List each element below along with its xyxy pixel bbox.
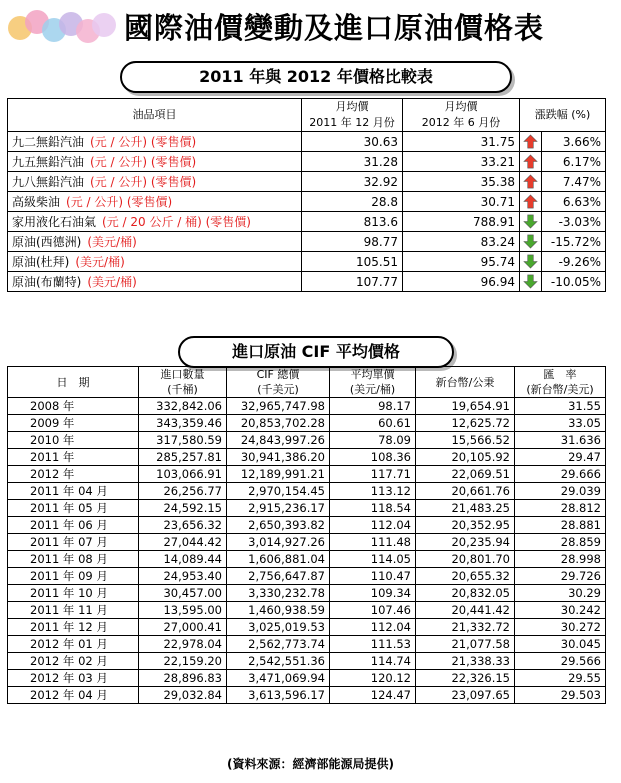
cif-cell: 24,843,997.26 <box>227 432 330 449</box>
cif-cell: 2,915,236.17 <box>227 500 330 517</box>
jun-2012-price: 33.21 <box>403 152 520 172</box>
price-comparison-table <box>7 98 606 292</box>
dec-2011-price: 28.8 <box>302 192 403 212</box>
ntd-cell: 20,661.76 <box>416 483 515 500</box>
table-header-row <box>8 99 606 132</box>
qty-cell: 22,978.04 <box>139 636 227 653</box>
qty-cell: 22,159.20 <box>139 653 227 670</box>
item-header: 油品項目 <box>8 99 302 132</box>
change-percent: 3.66% <box>542 132 606 152</box>
cif-cell: 2,756,647.87 <box>227 568 330 585</box>
qty-cell: 103,066.91 <box>139 466 227 483</box>
table-row <box>8 653 606 670</box>
section2-heading: 進口原油 CIF 平均價格 <box>178 336 454 368</box>
exchange-rate-cell: 29.47 <box>515 449 606 466</box>
cif-cell: 2,970,154.45 <box>227 483 330 500</box>
cif-cell: 2,542,551.36 <box>227 653 330 670</box>
arrow-down-icon <box>523 234 538 249</box>
product-unit: (元 / 20 公斤 / 桶) (零售價) <box>102 215 251 229</box>
date-cell: 2011 年 04 月 <box>8 483 139 500</box>
change-percent: -15.72% <box>542 232 606 252</box>
dec-2011-price: 105.51 <box>302 252 403 272</box>
ntd-cell: 20,655.32 <box>416 568 515 585</box>
trend-cell <box>520 232 542 252</box>
cif-header <box>227 367 330 398</box>
exchange-rate-cell: 31.55 <box>515 398 606 415</box>
jun-2012-price: 31.75 <box>403 132 520 152</box>
ntd-cell: 20,235.94 <box>416 534 515 551</box>
section1-heading: 2011 年與 2012 年價格比較表 <box>120 61 512 93</box>
unit-price-cell: 113.12 <box>330 483 416 500</box>
qty-cell: 285,257.81 <box>139 449 227 466</box>
ntd-cell: 12,625.72 <box>416 415 515 432</box>
cif-cell: 3,471,069.94 <box>227 670 330 687</box>
table-row <box>8 172 606 192</box>
table-row <box>8 432 606 449</box>
dec-2011-price: 31.28 <box>302 152 403 172</box>
exchange-rate-cell: 29.55 <box>515 670 606 687</box>
cif-cell: 2,650,393.82 <box>227 517 330 534</box>
table-row <box>8 636 606 653</box>
jun-2012-price: 96.94 <box>403 272 520 292</box>
exchange-rate-cell: 28.998 <box>515 551 606 568</box>
unit-price-cell: 111.48 <box>330 534 416 551</box>
date-cell: 2011 年 09 月 <box>8 568 139 585</box>
table-row <box>8 398 606 415</box>
unit-price-cell: 114.05 <box>330 551 416 568</box>
jun-2012-price: 83.24 <box>403 232 520 252</box>
exchange-rate-cell: 28.859 <box>515 534 606 551</box>
header-line: (千桶) <box>167 383 198 396</box>
product-cell <box>8 132 302 152</box>
header-line: 月均價 <box>444 100 478 113</box>
arrow-up-icon <box>523 194 538 209</box>
table-row <box>8 132 606 152</box>
cif-cell: 30,941,386.20 <box>227 449 330 466</box>
product-cell <box>8 152 302 172</box>
product-name: 九二無鉛汽油 <box>12 135 85 149</box>
date-cell: 2011 年 11 月 <box>8 602 139 619</box>
table-row <box>8 272 606 292</box>
product-name: 高級柴油 <box>12 195 61 209</box>
change-percent: -3.03% <box>542 212 606 232</box>
date-cell: 2011 年 07 月 <box>8 534 139 551</box>
date-cell: 2012 年 03 月 <box>8 670 139 687</box>
table-row <box>8 466 606 483</box>
date-cell: 2008 年 <box>8 398 139 415</box>
qty-cell: 13,595.00 <box>139 602 227 619</box>
cif-cell: 3,014,927.26 <box>227 534 330 551</box>
change-header: 漲跌幅 (%) <box>520 99 606 132</box>
product-name: 原油(西德洲) <box>12 235 82 249</box>
dec-2011-price: 30.63 <box>302 132 403 152</box>
product-cell <box>8 252 302 272</box>
exchange-rate-header <box>515 367 606 398</box>
product-unit: (美元/桶) <box>87 235 137 249</box>
arrow-down-icon <box>523 254 538 269</box>
unit-price-cell: 108.36 <box>330 449 416 466</box>
table-row <box>8 534 606 551</box>
trend-cell <box>520 192 542 212</box>
date-cell: 2012 年 <box>8 466 139 483</box>
product-name: 家用液化石油氣 <box>12 215 97 229</box>
table-row <box>8 517 606 534</box>
cif-cell: 2,562,773.74 <box>227 636 330 653</box>
page-header <box>0 0 621 55</box>
table-header-row <box>8 367 606 398</box>
exchange-rate-cell: 33.05 <box>515 415 606 432</box>
dec-2011-price: 98.77 <box>302 232 403 252</box>
date-cell: 2010 年 <box>8 432 139 449</box>
unit-price-cell: 107.46 <box>330 602 416 619</box>
date-cell: 2011 年 06 月 <box>8 517 139 534</box>
qty-cell: 343,359.46 <box>139 415 227 432</box>
product-cell <box>8 172 302 192</box>
circle-icon <box>92 13 116 37</box>
unit-price-cell: 118.54 <box>330 500 416 517</box>
table-row <box>8 415 606 432</box>
cif-cell: 1,460,938.59 <box>227 602 330 619</box>
cif-price-table <box>7 366 606 704</box>
exchange-rate-cell: 29.666 <box>515 466 606 483</box>
unit-price-cell: 78.09 <box>330 432 416 449</box>
table-row <box>8 500 606 517</box>
header-line: 2011 年 12 月份 <box>309 116 395 129</box>
unit-price-cell: 109.34 <box>330 585 416 602</box>
change-percent: -9.26% <box>542 252 606 272</box>
header-line: (新台幣/美元) <box>526 383 594 396</box>
qty-cell: 24,953.40 <box>139 568 227 585</box>
change-percent: 7.47% <box>542 172 606 192</box>
dec-2011-header <box>302 99 403 132</box>
cif-cell: 20,853,702.28 <box>227 415 330 432</box>
cif-cell: 1,606,881.04 <box>227 551 330 568</box>
arrow-up-icon <box>523 154 538 169</box>
change-percent: 6.17% <box>542 152 606 172</box>
table-row <box>8 212 606 232</box>
exchange-rate-cell: 29.503 <box>515 687 606 704</box>
date-cell: 2012 年 04 月 <box>8 687 139 704</box>
dec-2011-price: 813.6 <box>302 212 403 232</box>
ntd-cell: 20,832.05 <box>416 585 515 602</box>
jun-2012-price: 35.38 <box>403 172 520 192</box>
product-cell <box>8 232 302 252</box>
product-name: 原油(布蘭特) <box>12 275 82 289</box>
trend-cell <box>520 252 542 272</box>
header-line: 進口數量 <box>160 368 205 381</box>
header-line: 2012 年 6 月份 <box>421 116 501 129</box>
ntd-cell: 20,801.70 <box>416 551 515 568</box>
ntd-cell: 20,352.95 <box>416 517 515 534</box>
table-row <box>8 551 606 568</box>
product-unit: (元 / 公升) (零售價) <box>90 135 197 149</box>
date-cell: 2011 年 05 月 <box>8 500 139 517</box>
date-cell: 2012 年 02 月 <box>8 653 139 670</box>
ntd-cell: 21,077.58 <box>416 636 515 653</box>
unit-price-cell: 60.61 <box>330 415 416 432</box>
ntd-header: 新台幣/公秉 <box>416 367 515 398</box>
unit-price-cell: 114.74 <box>330 653 416 670</box>
qty-cell: 29,032.84 <box>139 687 227 704</box>
header-line: (美元/桶) <box>349 383 396 396</box>
header-line: CIF 總價 <box>256 368 300 381</box>
table-row <box>8 483 606 500</box>
product-cell <box>8 212 302 232</box>
table-row <box>8 670 606 687</box>
table-row <box>8 602 606 619</box>
unit-price-cell: 112.04 <box>330 517 416 534</box>
date-header: 日 期 <box>8 367 139 398</box>
data-source-note: (資料來源：經濟部能源局提供) <box>227 757 394 771</box>
ntd-cell: 21,483.25 <box>416 500 515 517</box>
product-name: 原油(杜拜) <box>12 255 70 269</box>
product-unit: (元 / 公升) (零售價) <box>90 155 197 169</box>
table-row <box>8 619 606 636</box>
date-cell: 2011 年 10 月 <box>8 585 139 602</box>
exchange-rate-cell: 30.242 <box>515 602 606 619</box>
ntd-cell: 22,069.51 <box>416 466 515 483</box>
ntd-cell: 22,326.15 <box>416 670 515 687</box>
change-percent: -10.05% <box>542 272 606 292</box>
header-line: (千美元) <box>257 383 299 396</box>
date-cell: 2011 年 12 月 <box>8 619 139 636</box>
qty-cell: 27,000.41 <box>139 619 227 636</box>
trend-cell <box>520 272 542 292</box>
product-unit: (元 / 公升) (零售價) <box>66 195 173 209</box>
exchange-rate-cell: 29.566 <box>515 653 606 670</box>
page-title: 國際油價變動及進口原油價格表 <box>124 11 545 45</box>
table-row <box>8 152 606 172</box>
qty-cell: 27,044.42 <box>139 534 227 551</box>
decorative-circles <box>8 10 120 48</box>
qty-cell: 24,592.15 <box>139 500 227 517</box>
ntd-cell: 19,654.91 <box>416 398 515 415</box>
cif-cell: 3,613,596.17 <box>227 687 330 704</box>
jun-2012-price: 788.91 <box>403 212 520 232</box>
qty-header <box>139 367 227 398</box>
exchange-rate-cell: 29.726 <box>515 568 606 585</box>
change-percent: 6.63% <box>542 192 606 212</box>
unit-price-cell: 110.47 <box>330 568 416 585</box>
header-line: 平均單價 <box>350 368 395 381</box>
unit-price-header <box>330 367 416 398</box>
date-cell: 2012 年 01 月 <box>8 636 139 653</box>
qty-cell: 26,256.77 <box>139 483 227 500</box>
table-row <box>8 192 606 212</box>
qty-cell: 317,580.59 <box>139 432 227 449</box>
product-name: 九五無鉛汽油 <box>12 155 85 169</box>
product-name: 九八無鉛汽油 <box>12 175 85 189</box>
qty-cell: 28,896.83 <box>139 670 227 687</box>
dec-2011-price: 32.92 <box>302 172 403 192</box>
unit-price-cell: 112.04 <box>330 619 416 636</box>
qty-cell: 14,089.44 <box>139 551 227 568</box>
ntd-cell: 20,105.92 <box>416 449 515 466</box>
header-line: 月均價 <box>335 100 369 113</box>
ntd-cell: 23,097.65 <box>416 687 515 704</box>
date-cell: 2011 年 08 月 <box>8 551 139 568</box>
qty-cell: 23,656.32 <box>139 517 227 534</box>
date-cell: 2011 年 <box>8 449 139 466</box>
table-row <box>8 232 606 252</box>
exchange-rate-cell: 31.636 <box>515 432 606 449</box>
jun-2012-price: 95.74 <box>403 252 520 272</box>
exchange-rate-cell: 28.812 <box>515 500 606 517</box>
unit-price-cell: 120.12 <box>330 670 416 687</box>
exchange-rate-cell: 29.039 <box>515 483 606 500</box>
jun-2012-header <box>403 99 520 132</box>
exchange-rate-cell: 30.045 <box>515 636 606 653</box>
unit-price-cell: 117.71 <box>330 466 416 483</box>
arrow-up-icon <box>523 174 538 189</box>
product-unit: (美元/桶) <box>87 275 137 289</box>
table-row <box>8 252 606 272</box>
header-line: 匯 率 <box>543 368 577 381</box>
table-row <box>8 585 606 602</box>
ntd-cell: 15,566.52 <box>416 432 515 449</box>
cif-cell: 32,965,747.98 <box>227 398 330 415</box>
unit-price-cell: 111.53 <box>330 636 416 653</box>
table-row <box>8 449 606 466</box>
qty-cell: 30,457.00 <box>139 585 227 602</box>
arrow-up-icon <box>523 134 538 149</box>
trend-cell <box>520 212 542 232</box>
trend-cell <box>520 132 542 152</box>
arrow-down-icon <box>523 274 538 289</box>
exchange-rate-cell: 30.272 <box>515 619 606 636</box>
trend-cell <box>520 152 542 172</box>
exchange-rate-cell: 30.29 <box>515 585 606 602</box>
product-unit: (美元/桶) <box>75 255 125 269</box>
cif-cell: 12,189,991.21 <box>227 466 330 483</box>
unit-price-cell: 98.17 <box>330 398 416 415</box>
exchange-rate-cell: 28.881 <box>515 517 606 534</box>
qty-cell: 332,842.06 <box>139 398 227 415</box>
product-unit: (元 / 公升) (零售價) <box>90 175 197 189</box>
unit-price-cell: 124.47 <box>330 687 416 704</box>
cif-cell: 3,330,232.78 <box>227 585 330 602</box>
table-row <box>8 687 606 704</box>
cif-cell: 3,025,019.53 <box>227 619 330 636</box>
jun-2012-price: 30.71 <box>403 192 520 212</box>
ntd-cell: 20,441.42 <box>416 602 515 619</box>
ntd-cell: 21,338.33 <box>416 653 515 670</box>
date-cell: 2009 年 <box>8 415 139 432</box>
ntd-cell: 21,332.72 <box>416 619 515 636</box>
product-cell <box>8 192 302 212</box>
dec-2011-price: 107.77 <box>302 272 403 292</box>
table-row <box>8 568 606 585</box>
arrow-down-icon <box>523 214 538 229</box>
trend-cell <box>520 172 542 192</box>
product-cell <box>8 272 302 292</box>
